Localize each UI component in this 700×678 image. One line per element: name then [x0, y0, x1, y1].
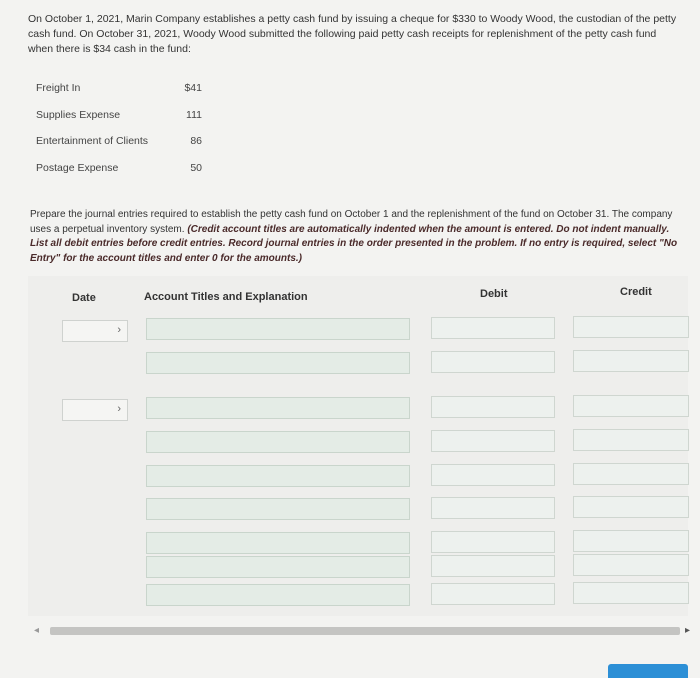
credit-input[interactable]	[573, 350, 689, 372]
receipt-row	[36, 162, 216, 189]
horizontal-scrollbar[interactable]	[34, 625, 694, 637]
credit-input[interactable]	[573, 463, 689, 485]
journal-entry-table	[28, 276, 688, 616]
instructions	[30, 208, 680, 266]
credit-input[interactable]	[573, 582, 689, 604]
receipt-amount: 111	[186, 108, 202, 121]
receipt-amount: $41	[184, 82, 202, 94]
account-title-input[interactable]	[146, 584, 410, 606]
date-select[interactable]	[62, 399, 128, 421]
receipt-row	[36, 109, 216, 136]
debit-input[interactable]	[431, 497, 555, 519]
action-button[interactable]	[608, 664, 688, 678]
receipt-label: Supplies Expense	[36, 108, 121, 121]
credit-input[interactable]	[573, 395, 689, 417]
debit-input[interactable]	[431, 396, 555, 418]
account-title-input[interactable]	[146, 318, 410, 340]
debit-input[interactable]	[431, 583, 555, 605]
receipt-row	[36, 82, 216, 109]
account-title-input[interactable]	[146, 352, 410, 374]
receipt-label: Entertainment of Clients	[36, 135, 149, 147]
account-title-input[interactable]	[146, 397, 410, 419]
account-column-header: Account Titles and Explanation	[144, 291, 308, 303]
debit-input[interactable]	[431, 351, 555, 373]
debit-input[interactable]	[431, 555, 555, 577]
scroll-left-icon[interactable]: ◂	[34, 625, 40, 636]
account-title-input[interactable]	[146, 498, 410, 520]
receipts-list	[36, 82, 216, 188]
account-title-input[interactable]	[146, 532, 410, 554]
chevron-down-icon: ›	[117, 403, 121, 415]
debit-input[interactable]	[431, 531, 555, 553]
credit-input[interactable]	[573, 316, 689, 338]
debit-column-header: Debit	[480, 288, 508, 300]
account-title-input[interactable]	[146, 465, 410, 487]
receipt-label: Postage Expense	[36, 161, 119, 174]
credit-input[interactable]	[573, 496, 689, 518]
scrollbar-thumb[interactable]	[50, 627, 680, 635]
receipt-amount: 86	[190, 135, 202, 147]
credit-input[interactable]	[573, 429, 689, 451]
instructions-text: Prepare the journal entries required to establish the petty cash fund on October 1 and the replenishment of the fund on October 31. The company uses a perpetual inventory system.	[30, 209, 673, 235]
credit-input[interactable]	[573, 554, 689, 576]
debit-input[interactable]	[431, 317, 555, 339]
scroll-right-icon[interactable]: ▸	[684, 625, 690, 636]
receipt-label: Freight In	[36, 82, 81, 94]
chevron-down-icon: ›	[117, 324, 121, 336]
account-title-input[interactable]	[146, 556, 410, 578]
receipt-row	[36, 135, 216, 162]
date-select[interactable]	[62, 320, 128, 342]
account-title-input[interactable]	[146, 431, 410, 453]
debit-input[interactable]	[431, 464, 555, 486]
credit-column-header: Credit	[620, 286, 652, 298]
debit-input[interactable]	[431, 430, 555, 452]
problem-statement: On October 1, 2021, Marin Company establishes a petty cash fund by issuing a cheque for $330 to Woody Wood, the custodian of the petty cash fund. On October 31, 2021, Woody Wood submitted the following paid petty cash receipts for replenishment of the petty cash fund when there is $34 cash in the fund:	[28, 13, 677, 55]
instructions-emphasis: (Credit account titles are automatically indented when the amount is entered. Do not indent manually. List all debit entries before credit entries. Record journal entries in the order presented in the problem. If no entry is required, select "No Entry" for the account titles and enter 0 for the amounts.)	[30, 223, 678, 264]
credit-input[interactable]	[573, 530, 689, 552]
receipt-amount: 50	[190, 161, 202, 174]
date-column-header: Date	[72, 292, 96, 304]
